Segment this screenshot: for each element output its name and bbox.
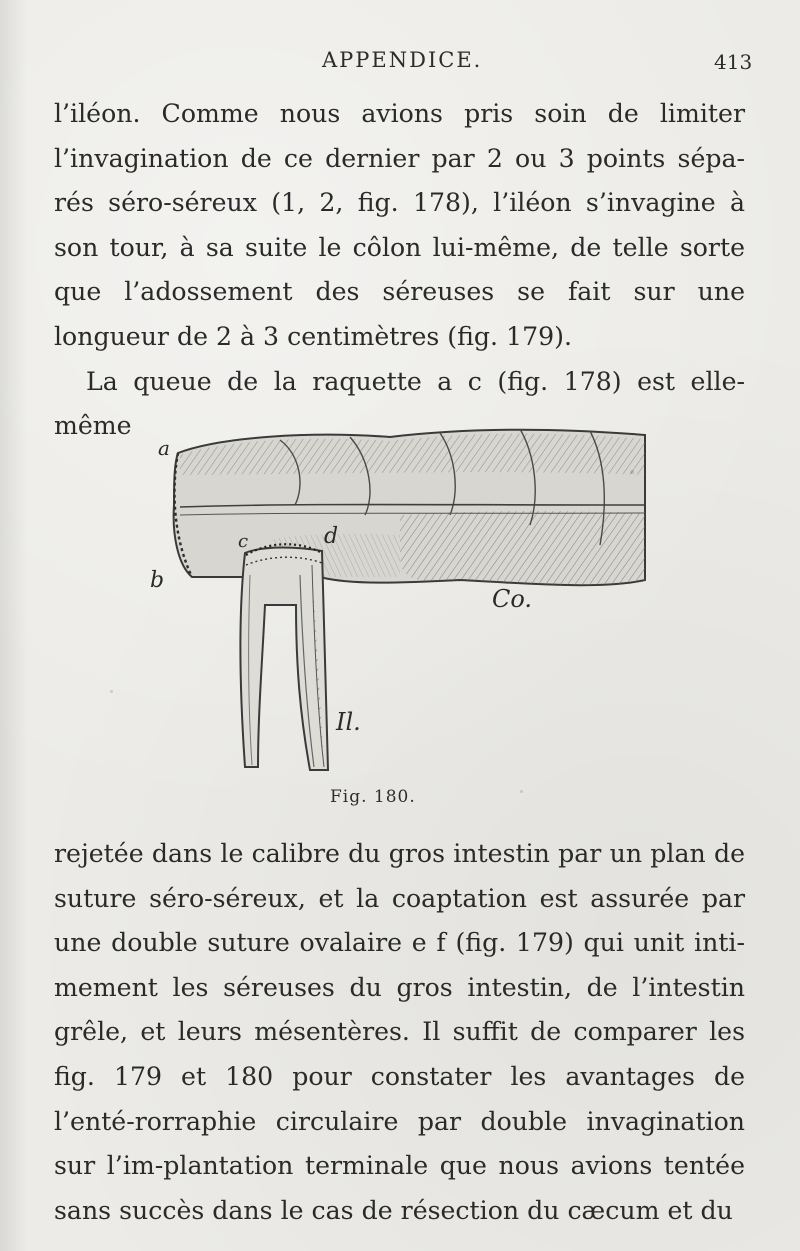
- label-il: Il.: [336, 708, 361, 736]
- page-number: 413: [714, 50, 753, 74]
- running-head: APPENDICE.: [322, 48, 483, 72]
- paper-speck: [630, 470, 634, 474]
- paragraph-1: l’iléon. Comme nous avions pris soin de limiter l’invagination de ce dernier par 2 ou 3 points sépa-rés séro-séreux (1, 2, fig. 178), l’iléon s’invagine à son tour, à sa suite le côlon lui-même, de telle sorte que l’adossement des séreuses se fait sur une longueur de 2 à 3 centimètres (fig. 179).: [54, 99, 745, 351]
- label-a: a: [158, 436, 170, 460]
- intestine-drawing: [100, 415, 660, 775]
- page-gutter-shadow: [0, 0, 28, 1251]
- figure-intestine-illustration: [100, 415, 660, 775]
- body-text-bottom: [54, 832, 745, 1233]
- label-d: d: [324, 524, 339, 549]
- paper-speck: [520, 790, 523, 793]
- ileum-shape: [240, 548, 328, 771]
- label-co: Co.: [492, 585, 533, 613]
- page-header: [0, 44, 800, 84]
- label-c: c: [238, 531, 249, 552]
- body-text-top: [54, 92, 745, 449]
- figure-caption: Fig. 180.: [330, 787, 416, 807]
- paragraph-2: La queue de la raquette a c (fig. 178) est elle-même: [54, 366, 745, 441]
- label-b: b: [150, 568, 165, 593]
- paper-speck: [110, 690, 113, 693]
- paragraph-3: rejetée dans le calibre du gros intestin par un plan de suture séro-séreux, et la coaptation est assurée par une double suture ovalaire e f (fig. 179) qui unit inti-mement les séreuses du gros intestin, de l’intestin grêle, et leurs mésentères. Il suffit de comparer les fig. 179 et 180 pour constater les avantages de l’enté-rorraphie circulaire par double invagination sur l’im-plantation terminale que nous avions tentée sans succès dans le cas de résection du cæcum et du: [54, 839, 745, 1225]
